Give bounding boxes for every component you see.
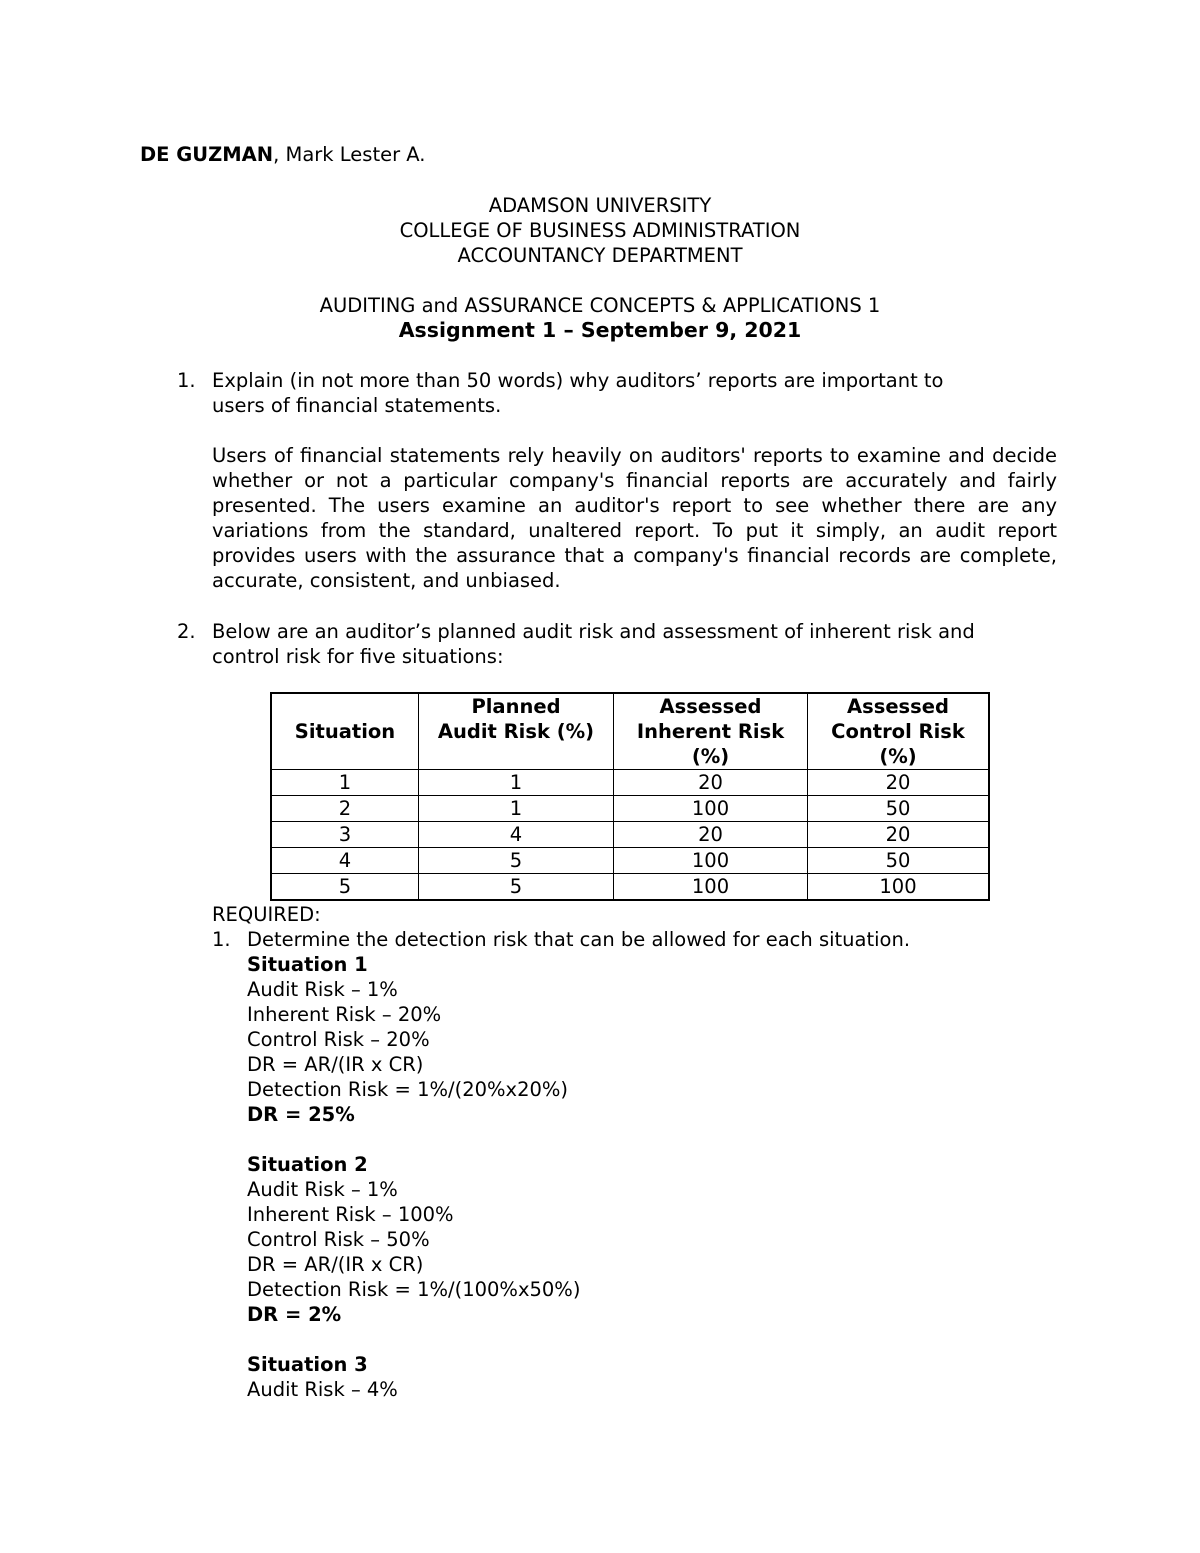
header-text: (%) bbox=[879, 745, 917, 768]
q1-answer: Users of financial statements rely heavily on auditors' reports to examine and decide whether or not a particular company's financial reports are accurately and fairly presented. The users examine an auditor's report to see whether there are any variations from the standard, unaltered report. To put it simply, an audit report provides users with the assurance that a company's financial records are complete, accurate, consistent, and unbiased. bbox=[212, 444, 1057, 592]
table-cell: 1 bbox=[271, 770, 419, 796]
required-text: Determine the detection risk that can be allowed for each situation. bbox=[247, 928, 911, 951]
table-cell: 4 bbox=[419, 822, 614, 848]
header-inherent-risk bbox=[614, 693, 808, 770]
header-control-risk bbox=[808, 693, 990, 770]
situation-1-inherent-risk: Inherent Risk – 20% bbox=[247, 1003, 442, 1026]
table-cell: 4 bbox=[271, 848, 419, 874]
table-row bbox=[271, 770, 989, 796]
table-row bbox=[271, 822, 989, 848]
table-cell: 5 bbox=[271, 874, 419, 901]
situation-1-computation: Detection Risk = 1%/(20%x20%) bbox=[247, 1078, 569, 1101]
university-name: ADAMSON UNIVERSITY bbox=[488, 194, 712, 217]
table-header-row bbox=[271, 693, 989, 770]
header-text: Control Risk bbox=[831, 720, 965, 743]
table-cell: 5 bbox=[419, 848, 614, 874]
table-cell: 100 bbox=[614, 874, 808, 901]
situation-1-formula: DR = AR/(IR x CR) bbox=[247, 1053, 424, 1076]
header-text: Inherent Risk bbox=[636, 720, 785, 743]
q2-prompt-line1: Below are an auditor’s planned audit risk and assessment of inherent risk and bbox=[212, 620, 975, 643]
situation-2-audit-risk: Audit Risk – 1% bbox=[247, 1178, 398, 1201]
table-cell: 1 bbox=[419, 796, 614, 822]
student-first-name: , Mark Lester A. bbox=[273, 143, 426, 166]
header-text: Assessed bbox=[659, 695, 762, 718]
situation-2-computation: Detection Risk = 1%/(100%x50%) bbox=[247, 1278, 581, 1301]
q1-prompt-line1: Explain (in not more than 50 words) why auditors’ reports are important to bbox=[212, 369, 944, 392]
table-cell: 20 bbox=[808, 822, 990, 848]
situation-1-audit-risk: Audit Risk – 1% bbox=[247, 978, 398, 1001]
table-cell: 20 bbox=[808, 770, 990, 796]
table-cell: 50 bbox=[808, 796, 990, 822]
situation-2-title: Situation 2 bbox=[247, 1153, 368, 1176]
q1-prompt-line2: users of financial statements. bbox=[212, 394, 502, 417]
situation-1-title: Situation 1 bbox=[247, 953, 368, 976]
risk-table bbox=[270, 692, 990, 901]
table-row bbox=[271, 848, 989, 874]
table-cell: 3 bbox=[271, 822, 419, 848]
situation-1-control-risk: Control Risk – 20% bbox=[247, 1028, 430, 1051]
required-number: 1. bbox=[212, 928, 231, 951]
assignment-title: Assignment 1 – September 9, 2021 bbox=[398, 318, 802, 342]
situation-2-inherent-risk: Inherent Risk – 100% bbox=[247, 1203, 454, 1226]
course-title: AUDITING and ASSURANCE CONCEPTS & APPLICATIONS 1 bbox=[319, 294, 881, 317]
table-cell: 100 bbox=[808, 874, 990, 901]
situation-2-formula: DR = AR/(IR x CR) bbox=[247, 1253, 424, 1276]
q1-number: 1. bbox=[177, 369, 196, 392]
header-text: Situation bbox=[294, 720, 396, 743]
situation-3-title: Situation 3 bbox=[247, 1353, 368, 1376]
situation-3-audit-risk: Audit Risk – 4% bbox=[247, 1378, 398, 1401]
student-name bbox=[140, 142, 426, 167]
q2-prompt-line2: control risk for five situations: bbox=[212, 645, 504, 668]
student-last-name: DE GUZMAN bbox=[140, 143, 274, 166]
table-cell: 2 bbox=[271, 796, 419, 822]
table-cell: 5 bbox=[419, 874, 614, 901]
q2-number: 2. bbox=[177, 620, 196, 643]
situation-2-control-risk: Control Risk – 50% bbox=[247, 1228, 430, 1251]
header-text: (%) bbox=[691, 745, 730, 768]
table-cell: 100 bbox=[614, 848, 808, 874]
header-text: Assessed bbox=[847, 695, 949, 718]
table-row bbox=[271, 796, 989, 822]
table-row bbox=[271, 874, 989, 901]
header-situation bbox=[271, 693, 419, 770]
college-name: COLLEGE OF BUSINESS ADMINISTRATION bbox=[399, 219, 801, 242]
header-text: Audit Risk (%) bbox=[437, 720, 595, 743]
required-label: REQUIRED: bbox=[212, 903, 321, 926]
table-cell: 50 bbox=[808, 848, 990, 874]
department-name: ACCOUNTANCY DEPARTMENT bbox=[457, 244, 743, 267]
situation-1-result: DR = 25% bbox=[247, 1103, 355, 1126]
header-text: Planned bbox=[471, 695, 561, 718]
header-planned-audit-risk bbox=[419, 693, 614, 770]
table-cell: 20 bbox=[614, 770, 808, 796]
table-cell: 20 bbox=[614, 822, 808, 848]
situation-2-result: DR = 2% bbox=[247, 1303, 342, 1326]
table-cell: 100 bbox=[614, 796, 808, 822]
table-cell: 1 bbox=[419, 770, 614, 796]
